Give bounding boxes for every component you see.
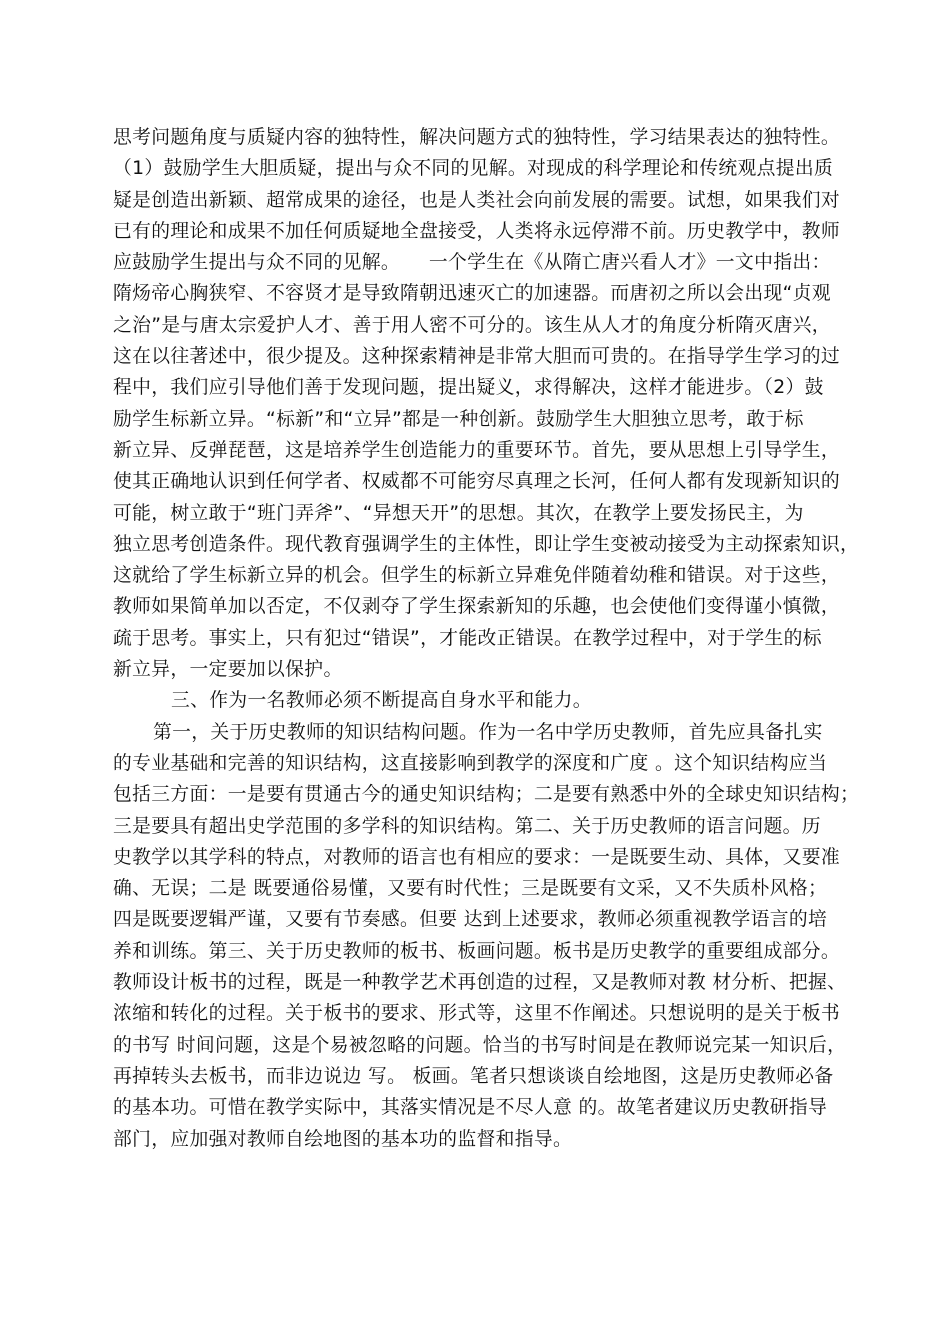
- section-heading: 三、作为一名教师必须不断提高自身水平和能力。: [171, 690, 592, 712]
- text-line: 励学生标新立异。“标新”和“立异”都是一种创新。鼓励学生大胆独立思考，敢于标: [113, 408, 804, 430]
- text-line: 教师如果简单加以否定，不仅剥夺了学生探索新知的乐趣，也会使他们变得谨小慎微，: [113, 596, 840, 618]
- paragraph-teacher-abilities: [113, 717, 860, 1155]
- text-line: 新立异、反弹琵琶，这是培养学生创造能力的重要环节。首先，要从思想上引导学生，: [113, 439, 840, 461]
- text-line: 隋炀帝心胸狭窄、不容贤才是导致隋朝迅速灭亡的加速器。而唐初之所以会出现“贞观: [113, 283, 831, 305]
- text-line: 应鼓励学生提出与众不同的见解。 一个学生在《从隋亡唐兴看人才》一文中指出：: [113, 252, 831, 274]
- text-line: 这在以往著述中，很少提及。这种探索精神是非常大胆而可贵的。在指导学生学习的过: [113, 346, 840, 368]
- text-line: 使其正确地认识到任何学者、权威都不可能穷尽真理之长河，任何人都有发现新知识的: [113, 471, 840, 493]
- document-body: [113, 122, 860, 1155]
- text-line: 独立思考创造条件。现代教育强调学生的主体性，即让学生变被动接受为主动探索知识，: [113, 533, 860, 555]
- text-line: 思考问题角度与质疑内容的独特性，解决问题方式的独特性，学习结果表达的独特性。: [113, 127, 840, 148]
- text-line: 包括三方面：一是要有贯通古今的通史知识结构；二是要有熟悉中外的全球史知识结构；: [113, 784, 860, 806]
- text-line: 的专业基础和完善的知识结构，这直接影响到教学的深度和广度 。这个知识结构应当: [113, 752, 828, 774]
- text-line: 可能，树立敢于“班门弄斧”、“异想天开”的思想。其次，在教学上要发扬民主，为: [113, 502, 804, 524]
- text-line: 史教学以其学科的特点，对教师的语言也有相应的要求：一是既要生动、具体，又要准: [113, 846, 840, 868]
- text-line: 浓缩和转化的过程。关于板书的要求、形式等，这里不作阐述。只想说明的是关于板书: [113, 1003, 840, 1025]
- text-line: 四是既要逻辑严谨，又要有节奏感。但要 达到上述要求，教师必须重视教学语言的培: [113, 909, 828, 931]
- text-line: （1）鼓励学生大胆质疑，提出与众不同的见解。对现成的科学理论和传统观点提出质: [113, 158, 834, 180]
- text-line: 三是要具有超出史学范围的多学科的知识结构。第二、关于历史教师的语言问题。历: [113, 815, 821, 837]
- text-line: 部门，应加强对教师自绘地图的基本功的监督和指导。: [113, 1128, 573, 1150]
- paragraph-encouraging-originality: [113, 122, 860, 685]
- text-line: 确、无误；二是 既要通俗易懂，又要有时代性；三是既要有文采，又不失质朴风格；: [113, 878, 828, 900]
- text-line: 的书写 时间问题，这是个易被忽略的问题。恰当的书写时间是在教师说完某一知识后，: [113, 1034, 847, 1056]
- text-line: 养和训练。第三、关于历史教师的板书、板画问题。板书是历史教学的重要组成部分。: [113, 940, 840, 962]
- text-line: 教师设计板书的过程，既是一种教学艺术再创造的过程，又是教师对教 材分析、把握、: [113, 972, 847, 994]
- text-line: 程中，我们应引导他们善于发现问题，提出疑义，求得解决，这样才能进步。（2）鼓: [113, 377, 824, 399]
- text-line: 的基本功。可惜在教学实际中，其落实情况是不尽人意 的。故笔者建议历史教研指导: [113, 1097, 828, 1119]
- text-line: 第一，关于历史教师的知识结构问题。作为一名中学历史教师，首先应具备扎实: [153, 721, 823, 743]
- text-line: 疏于思考。事实上，只有犯过“错误”，才能改正错误。在教学过程中，对于学生的标: [113, 627, 822, 649]
- text-line: 这就给了学生标新立异的机会。但学生的标新立异难免伴随着幼稚和错误。对于这些，: [113, 565, 840, 587]
- text-line: 再掉转头去板书，而非边说边 写。 板画。笔者只想谈谈自绘地图，这是历史教师必备: [113, 1065, 834, 1087]
- text-line: 疑是创造出新颖、超常成果的途径，也是人类社会向前发展的需要。试想，如果我们对: [113, 189, 840, 211]
- text-line: 已有的理论和成果不加任何质疑地全盘接受，人类将永远停滞不前。历史教学中，教师: [113, 220, 840, 242]
- text-line: 之治”是与唐太宗爱护人才、善于用人密不可分的。该生从人才的角度分析隋灭唐兴，: [113, 314, 831, 336]
- text-line: 新立异，一定要加以保护。: [113, 659, 343, 681]
